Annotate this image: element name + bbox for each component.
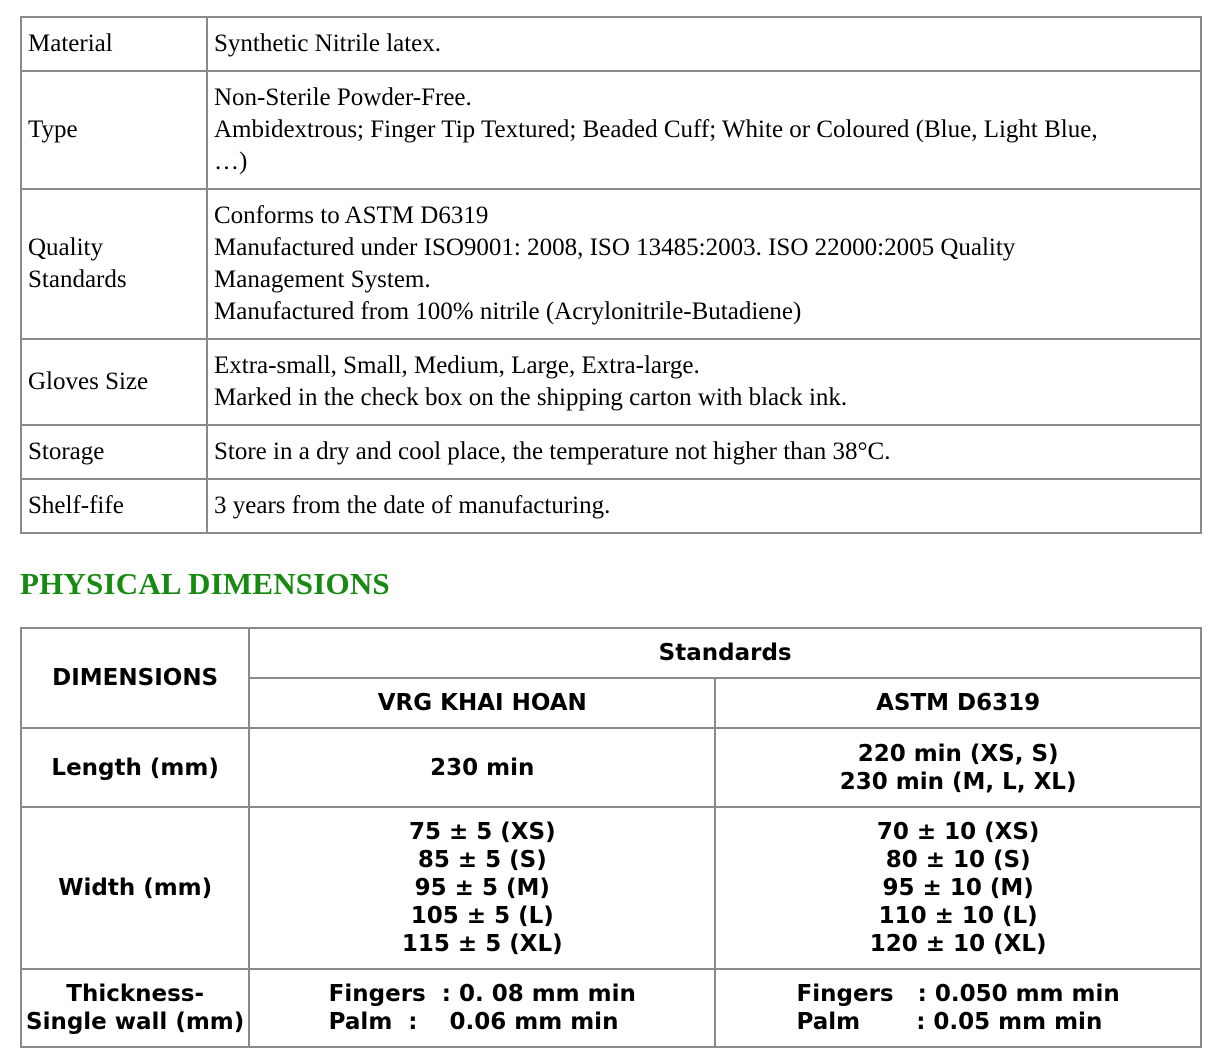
value-line: Fingers : 0.050 mm min <box>796 981 1120 1007</box>
spec-value-line: 3 years from the date of manufacturing. <box>214 492 611 519</box>
spec-value <box>207 17 1201 71</box>
label-line: Thickness- <box>66 981 205 1007</box>
spec-value <box>207 479 1201 533</box>
dims-header-row <box>21 628 1201 678</box>
value-line: Fingers : 0. 08 mm min <box>328 981 636 1007</box>
value-line: 120 ± 10 (XL) <box>869 931 1047 957</box>
spec-row-gloves-size <box>21 339 1201 425</box>
value-line: 110 ± 10 (L) <box>878 903 1038 929</box>
spec-label: Storage <box>21 425 207 479</box>
dims-row-width <box>21 807 1201 969</box>
dims-row-thickness <box>21 969 1201 1047</box>
spec-label: Material <box>21 17 207 71</box>
spec-value <box>207 339 1201 425</box>
spec-row-shelf-life <box>21 479 1201 533</box>
spec-label-line: Standards <box>28 266 127 293</box>
section-title: PHYSICAL DIMENSIONS <box>20 566 390 601</box>
dimensions-header: DIMENSIONS <box>21 628 249 728</box>
spec-value-line: Conforms to ASTM D6319 <box>214 202 489 229</box>
value-line: 80 ± 10 (S) <box>885 847 1031 873</box>
spec-value-line: Manufactured from 100% nitrile (Acrylonitrile-Butadiene) <box>214 298 802 325</box>
value-line: 230 min (M, L, XL) <box>839 768 1077 795</box>
value-line: 115 ± 5 (XL) <box>401 931 563 957</box>
dimensions-table <box>20 627 1202 1048</box>
spec-value-line: Store in a dry and cool place, the temperature not higher than 38°C. <box>214 438 891 465</box>
spec-value <box>207 71 1201 189</box>
vrg-khai-hoan-header: VRG KHAI HOAN <box>249 678 715 728</box>
value-line: Palm : 0.05 mm min <box>796 1009 1103 1035</box>
value-line: 220 min (XS, S) <box>857 740 1059 767</box>
dims-row-length <box>21 728 1201 807</box>
spec-value-line: …) <box>214 148 248 175</box>
spec-value <box>207 425 1201 479</box>
vrg-value <box>249 969 715 1047</box>
astm-d6319-header: ASTM D6319 <box>715 678 1201 728</box>
specification-table <box>20 16 1202 534</box>
label-line: Single wall (mm) <box>26 1009 245 1035</box>
spec-label <box>21 189 207 339</box>
value-line: 95 ± 5 (M) <box>414 875 550 901</box>
value-line: 85 ± 5 (S) <box>417 847 547 873</box>
thickness-values <box>797 980 1120 1036</box>
spec-value-line: Marked in the check box on the shipping carton with black ink. <box>214 384 848 411</box>
astm-value <box>715 807 1201 969</box>
spec-value-line: Extra-small, Small, Medium, Large, Extra-large. <box>214 352 700 379</box>
thickness-values <box>329 980 636 1036</box>
spec-row-type <box>21 71 1201 189</box>
spec-value-line: Synthetic Nitrile latex. <box>214 30 442 57</box>
spec-row-material <box>21 17 1201 71</box>
spec-value-line: Ambidextrous; Finger Tip Textured; Beaded Cuff; White or Coloured (Blue, Light Blue, <box>214 116 1098 143</box>
value-line: 75 ± 5 (XS) <box>408 819 556 845</box>
spec-row-quality-standards <box>21 189 1201 339</box>
astm-value <box>715 728 1201 807</box>
vrg-value <box>249 807 715 969</box>
spec-label: Shelf-fife <box>21 479 207 533</box>
astm-value <box>715 969 1201 1047</box>
value-line: Palm : 0.06 mm min <box>328 1009 619 1035</box>
spec-label: Type <box>21 71 207 189</box>
spec-value-line: Management System. <box>214 266 431 293</box>
spec-label-line: Quality <box>28 234 103 261</box>
spec-label: Gloves Size <box>21 339 207 425</box>
spec-value-line: Non-Sterile Powder-Free. <box>214 84 472 111</box>
row-label: Length (mm) <box>21 728 249 807</box>
value-line: 70 ± 10 (XS) <box>876 819 1040 845</box>
spec-value-line: Manufactured under ISO9001: 2008, ISO 13485:2003. ISO 22000:2005 Quality <box>214 234 1016 261</box>
row-label: Width (mm) <box>21 807 249 969</box>
row-label <box>21 969 249 1047</box>
value-line: 95 ± 10 (M) <box>882 875 1034 901</box>
value-line: 105 ± 5 (L) <box>410 903 554 929</box>
spec-row-storage <box>21 425 1201 479</box>
standards-header: Standards <box>249 628 1201 678</box>
spec-value <box>207 189 1201 339</box>
vrg-value: 230 min <box>249 728 715 807</box>
